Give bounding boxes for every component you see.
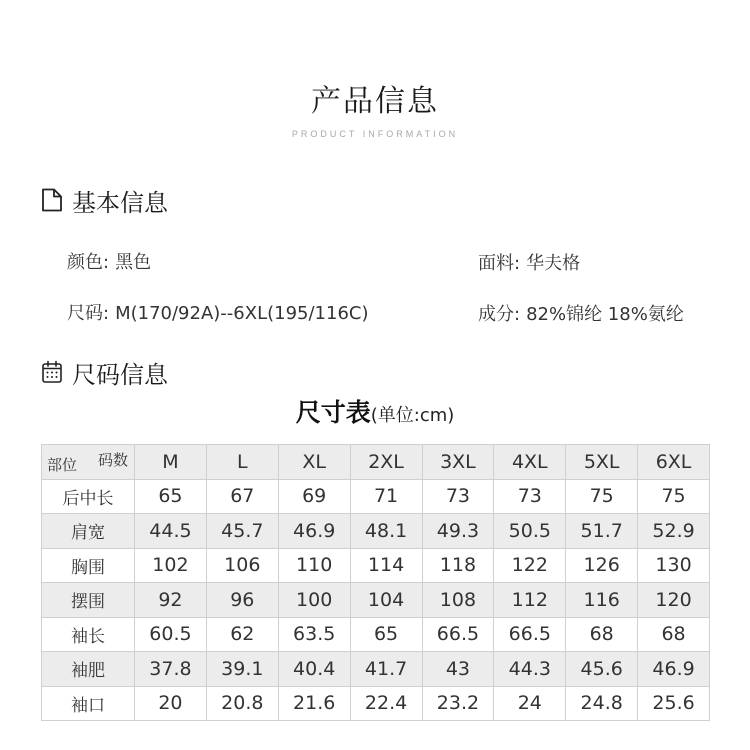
page-title: 产品信息 <box>311 84 439 119</box>
table-row <box>42 617 710 652</box>
measurement-cell: 63.5 <box>278 617 350 652</box>
part-name-cell: 后中长 <box>42 479 135 514</box>
measurement-cell: 44.3 <box>494 652 566 687</box>
size-header-cell: XL <box>278 445 350 480</box>
measurement-cell: 46.9 <box>278 514 350 549</box>
measurement-cell: 126 <box>566 548 638 583</box>
part-name-cell: 肩宽 <box>42 514 135 549</box>
table-row <box>42 514 710 549</box>
size-range-value: M(170/92A)--6XL(195/116C) <box>115 303 369 324</box>
part-name-cell: 胸围 <box>42 548 135 583</box>
table-row <box>42 583 710 618</box>
measurement-cell: 51.7 <box>566 514 638 549</box>
size-header-cell: L <box>206 445 278 480</box>
size-header-cell: 3XL <box>422 445 494 480</box>
size-range-info <box>67 299 368 325</box>
size-chart-unit: (单位:cm) <box>370 405 455 426</box>
color-value: 黑色 <box>115 252 152 273</box>
part-name-cell: 袖长 <box>42 617 135 652</box>
composition-label: 成分: <box>478 304 521 325</box>
measurement-cell: 65 <box>350 617 422 652</box>
measurement-cell: 50.5 <box>494 514 566 549</box>
size-range-label: 尺码: <box>67 303 110 324</box>
measurement-cell: 100 <box>278 583 350 618</box>
measurement-cell: 67 <box>206 479 278 514</box>
measurement-cell: 23.2 <box>422 686 494 721</box>
measurement-cell: 20.8 <box>206 686 278 721</box>
measurement-cell: 20 <box>135 686 207 721</box>
color-info <box>67 248 151 274</box>
measurement-cell: 41.7 <box>350 652 422 687</box>
measurement-cell: 118 <box>422 548 494 583</box>
measurement-cell: 122 <box>494 548 566 583</box>
part-corner-label: 部位 <box>47 455 78 474</box>
measurement-cell: 46.9 <box>638 652 710 687</box>
measurement-cell: 52.9 <box>638 514 710 549</box>
color-label: 颜色: <box>67 252 110 273</box>
measurement-cell: 37.8 <box>135 652 207 687</box>
measurement-cell: 73 <box>494 479 566 514</box>
table-row <box>42 686 710 721</box>
measurement-cell: 22.4 <box>350 686 422 721</box>
part-name-cell: 袖肥 <box>42 652 135 687</box>
size-header-cell: 4XL <box>494 445 566 480</box>
fabric-info <box>478 249 580 275</box>
size-table <box>41 444 710 721</box>
measurement-cell: 75 <box>566 479 638 514</box>
measurement-cell: 44.5 <box>135 514 207 549</box>
size-corner-label: 码数 <box>97 451 128 469</box>
measurement-cell: 102 <box>135 548 207 583</box>
measurement-cell: 71 <box>350 479 422 514</box>
measurement-cell: 66.5 <box>422 617 494 652</box>
size-info-heading <box>40 357 168 387</box>
measurement-cell: 40.4 <box>278 652 350 687</box>
measurement-cell: 106 <box>206 548 278 583</box>
composition-info <box>478 300 684 326</box>
size-header-cell: 6XL <box>638 445 710 480</box>
measurement-cell: 108 <box>422 583 494 618</box>
measurement-cell: 73 <box>422 479 494 514</box>
measurement-cell: 62 <box>206 617 278 652</box>
measurement-cell: 116 <box>566 583 638 618</box>
measurement-cell: 110 <box>278 548 350 583</box>
table-row <box>42 479 710 514</box>
measurement-cell: 120 <box>638 583 710 618</box>
measurement-cell: 45.7 <box>206 514 278 549</box>
page-subtitle: PRODUCT INFORMATION <box>291 129 459 139</box>
measurement-cell: 66.5 <box>494 617 566 652</box>
document-icon <box>40 187 64 213</box>
measurement-cell: 112 <box>494 583 566 618</box>
measurement-cell: 75 <box>638 479 710 514</box>
size-header-row <box>42 445 710 480</box>
size-chart-heading: 尺寸表 <box>295 398 371 427</box>
size-info-title: 尺码信息 <box>72 360 168 389</box>
measurement-cell: 60.5 <box>135 617 207 652</box>
measurement-cell: 69 <box>278 479 350 514</box>
measurement-cell: 45.6 <box>566 652 638 687</box>
size-header-cell: 2XL <box>350 445 422 480</box>
measurement-cell: 68 <box>638 617 710 652</box>
table-row <box>42 652 710 687</box>
measurement-cell: 92 <box>135 583 207 618</box>
calendar-icon <box>40 359 64 385</box>
part-name-cell: 摆围 <box>42 583 135 618</box>
table-corner-cell <box>42 445 135 480</box>
measurement-cell: 21.6 <box>278 686 350 721</box>
measurement-cell: 49.3 <box>422 514 494 549</box>
measurement-cell: 130 <box>638 548 710 583</box>
measurement-cell: 48.1 <box>350 514 422 549</box>
measurement-cell: 114 <box>350 548 422 583</box>
measurement-cell: 43 <box>422 652 494 687</box>
measurement-cell: 104 <box>350 583 422 618</box>
basic-info-heading <box>40 185 168 215</box>
part-name-cell: 袖口 <box>42 686 135 721</box>
basic-info-title: 基本信息 <box>72 188 168 217</box>
measurement-cell: 68 <box>566 617 638 652</box>
measurement-cell: 24 <box>494 686 566 721</box>
measurement-cell: 24.8 <box>566 686 638 721</box>
table-row <box>42 548 710 583</box>
size-header-cell: M <box>135 445 207 480</box>
size-chart-title <box>0 393 750 429</box>
fabric-label: 面料: <box>478 253 521 274</box>
size-header-cell: 5XL <box>566 445 638 480</box>
measurement-cell: 39.1 <box>206 652 278 687</box>
composition-value: 82%锦纶 18%氨纶 <box>526 304 684 325</box>
measurement-cell: 96 <box>206 583 278 618</box>
measurement-cell: 65 <box>135 479 207 514</box>
measurement-cell: 25.6 <box>638 686 710 721</box>
fabric-value: 华夫格 <box>526 253 581 274</box>
